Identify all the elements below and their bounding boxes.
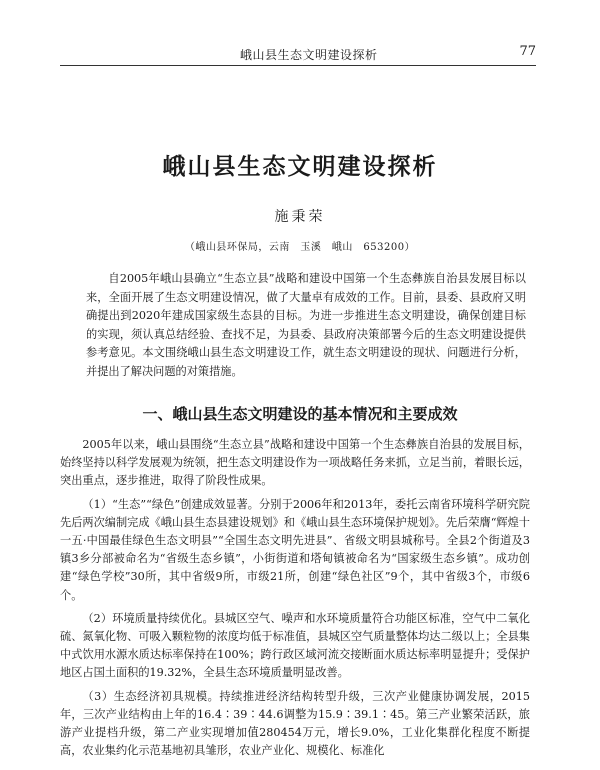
article-title: 峨山县生态文明建设探析	[162, 154, 438, 180]
body-paragraph-intro: 2005年以来，峨山县围绕“生态立县”战略和建设中国第一个生态彝族自治县的发展目标，始终坚持以科学发展观为统领，把生态文明建设作为一项战略任务来抓，立足当前，着眼长远，突出重点，逐步推进，取得了阶段性成果。	[60, 438, 530, 488]
author-name: 施秉荣	[274, 209, 326, 225]
running-header	[60, 42, 536, 66]
section-heading: 一、峨山县生态文明建设的基本情况和主要成效	[142, 405, 458, 423]
page-number: 77	[519, 44, 536, 59]
abstract-paragraph: 自2005年峨山县确立“生态立县”战略和建设中国第一个生态彝族自治县发展目标以来，全面开展了生态文明建设情况，做了大量卓有成效的工作。目前，县委、县政府又明确提出到2020年建成国家级生态县的目标。为进一步推进生态文明建设，确保创建目标的实现，须认真总结经验、查找不足，为县委、县政府决策部署今后的生态文明建设提供参考意见。本文围绕峨山县生态文明建设工作，就生态文明建设的现状、问题进行分析，并提出了解决问题的对策措施。	[86, 272, 526, 378]
body-paragraph-1: （1）“生态”“绿色”创建成效显著。分别于2006年和2013年，委托云南省环境科学研究院先后两次编制完成《峨山县生态县建设规划》和《峨山县生态环境保护规划》。先后荣膺“辉煌十一五·中国最佳绿色生态文明县”“全国生态文明先进县”、省级文明县城称号。全县2个街道及3镇3乡分部被命名为“省级生态乡镇”，小街街道和塔甸镇被命名为“国家级生态乡镇”。成功创建“绿色学校”30所，其中省级9所，市级21所，创建“绿色社区”9个，其中省级3个，市级6个。	[60, 497, 530, 602]
header-rule	[60, 65, 536, 66]
body-paragraph-3: （3）生态经济初具规模。持续推进经济结构转型升级，三次产业健康协调发展，2015年，三次产业结构由上年的16.4∶39∶44.6调整为15.9∶39.1∶45。第三产业繁荣活跃，旅游产业提档升级，第二产业实现增加值280454万元，增长9.0%，工业化集群化程度不断提高，农业集约化示范基地初具雏形，农业产业化、规模化、标准化	[60, 689, 530, 758]
body-paragraph-2: （2）环境质量持续优化。县城区空气、噪声和水环境质量符合功能区标准，空气中二氧化硫、氮氧化物、可吸入颗粒物的浓度均低于标准值，县城区空气质量整体均达二级以上；全县集中式饮用水源水质达标率保持在100%；跨行政区域河流交接断面水质达标率明显提升；受保护地区占国土面积的19.32%，全县生态环境质量明显改善。	[60, 611, 530, 680]
body-text	[60, 436, 530, 765]
running-title: 峨山县生态文明建设探析	[240, 48, 378, 62]
author-affiliation: （峨山县环保局，云南 玉溪 峨山 653200）	[184, 242, 416, 253]
